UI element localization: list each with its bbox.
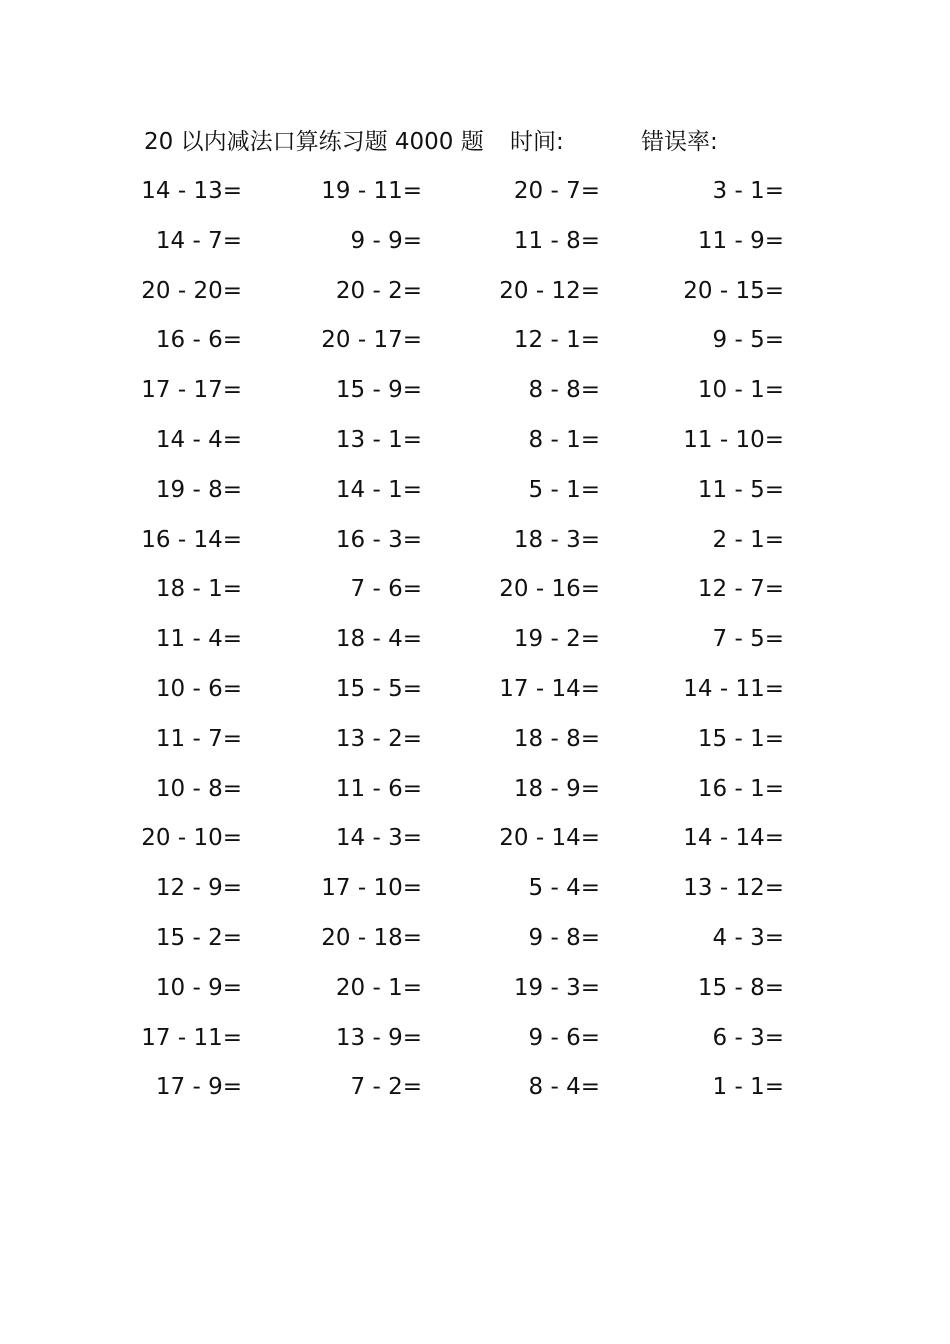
problem-item: 12 - 9= bbox=[155, 875, 242, 902]
problem-row bbox=[0, 871, 950, 921]
problem-item: 15 - 1= bbox=[697, 725, 784, 752]
problem-item: 4 - 3= bbox=[712, 924, 784, 951]
problem-item: 9 - 5= bbox=[712, 327, 784, 354]
problem-item: 16 - 14= bbox=[141, 526, 242, 553]
problem-item: 18 - 9= bbox=[513, 775, 600, 802]
worksheet-header bbox=[144, 126, 844, 158]
problem-item: 13 - 9= bbox=[335, 1024, 422, 1051]
problem-row bbox=[0, 523, 950, 573]
worksheet-title: 20 以内减法口算练习题 4000 题 bbox=[144, 129, 484, 155]
problem-item: 7 - 5= bbox=[712, 626, 784, 653]
problem-row bbox=[0, 921, 950, 971]
problem-row bbox=[0, 373, 950, 423]
problem-row bbox=[0, 174, 950, 224]
problem-item: 16 - 6= bbox=[155, 327, 242, 354]
problem-item: 11 - 9= bbox=[697, 227, 784, 254]
problem-item: 8 - 4= bbox=[528, 1074, 600, 1101]
problem-row bbox=[0, 473, 950, 523]
problem-row bbox=[0, 1021, 950, 1071]
problem-item: 6 - 3= bbox=[712, 1024, 784, 1051]
error-rate-label: 错误率: bbox=[641, 129, 718, 155]
problem-item: 9 - 6= bbox=[528, 1024, 600, 1051]
problem-item: 18 - 1= bbox=[155, 576, 242, 603]
problem-item: 17 - 11= bbox=[141, 1024, 242, 1051]
problem-item: 7 - 2= bbox=[350, 1074, 422, 1101]
problem-row bbox=[0, 971, 950, 1021]
problem-item: 11 - 10= bbox=[683, 426, 784, 453]
problem-item: 11 - 5= bbox=[697, 476, 784, 503]
problem-item: 14 - 14= bbox=[683, 825, 784, 852]
problem-row bbox=[0, 323, 950, 373]
problem-item: 11 - 4= bbox=[155, 626, 242, 653]
problem-item: 20 - 12= bbox=[499, 277, 600, 304]
problem-item: 17 - 14= bbox=[499, 675, 600, 702]
problem-item: 20 - 15= bbox=[683, 277, 784, 304]
problem-item: 15 - 9= bbox=[335, 377, 422, 404]
problem-item: 14 - 1= bbox=[335, 476, 422, 503]
problem-item: 8 - 1= bbox=[528, 426, 600, 453]
problem-row bbox=[0, 1070, 950, 1120]
problem-item: 10 - 6= bbox=[155, 675, 242, 702]
problem-item: 10 - 1= bbox=[697, 377, 784, 404]
problem-item: 16 - 3= bbox=[335, 526, 422, 553]
problem-item: 20 - 10= bbox=[141, 825, 242, 852]
problem-item: 13 - 12= bbox=[683, 875, 784, 902]
problem-item: 3 - 1= bbox=[712, 178, 784, 204]
problem-row bbox=[0, 722, 950, 772]
problem-item: 15 - 2= bbox=[155, 924, 242, 951]
problem-item: 14 - 3= bbox=[335, 825, 422, 852]
problem-item: 15 - 5= bbox=[335, 675, 422, 702]
problem-row bbox=[0, 622, 950, 672]
problem-item: 10 - 8= bbox=[155, 775, 242, 802]
problem-item: 10 - 9= bbox=[155, 974, 242, 1001]
problem-item: 12 - 7= bbox=[697, 576, 784, 603]
problem-item: 14 - 11= bbox=[683, 675, 784, 702]
problem-item: 20 - 2= bbox=[335, 277, 422, 304]
problem-item: 16 - 1= bbox=[697, 775, 784, 802]
problem-item: 1 - 1= bbox=[712, 1074, 784, 1101]
problem-item: 7 - 6= bbox=[350, 576, 422, 603]
problem-item: 12 - 1= bbox=[513, 327, 600, 354]
problem-item: 20 - 1= bbox=[335, 974, 422, 1001]
problem-item: 19 - 11= bbox=[321, 178, 422, 204]
problem-item: 13 - 2= bbox=[335, 725, 422, 752]
problem-item: 18 - 3= bbox=[513, 526, 600, 553]
problem-item: 8 - 8= bbox=[528, 377, 600, 404]
problem-item: 19 - 8= bbox=[155, 476, 242, 503]
problem-item: 9 - 9= bbox=[350, 227, 422, 254]
problem-row bbox=[0, 224, 950, 274]
problem-row bbox=[0, 423, 950, 473]
problem-item: 9 - 8= bbox=[528, 924, 600, 951]
problem-item: 11 - 7= bbox=[155, 725, 242, 752]
problem-row bbox=[0, 572, 950, 622]
time-label: 时间: bbox=[510, 129, 564, 155]
problem-row bbox=[0, 821, 950, 871]
problem-item: 17 - 9= bbox=[155, 1074, 242, 1101]
problem-item: 15 - 8= bbox=[697, 974, 784, 1001]
problem-item: 17 - 17= bbox=[141, 377, 242, 404]
problem-item: 20 - 7= bbox=[513, 178, 600, 204]
problem-item: 13 - 1= bbox=[335, 426, 422, 453]
problem-row bbox=[0, 772, 950, 822]
problem-item: 20 - 17= bbox=[321, 327, 422, 354]
problem-grid bbox=[0, 174, 950, 1120]
problem-row bbox=[0, 672, 950, 722]
problem-item: 18 - 4= bbox=[335, 626, 422, 653]
problem-item: 2 - 1= bbox=[712, 526, 784, 553]
problem-item: 17 - 10= bbox=[321, 875, 422, 902]
problem-item: 5 - 4= bbox=[528, 875, 600, 902]
problem-item: 11 - 6= bbox=[335, 775, 422, 802]
problem-item: 19 - 2= bbox=[513, 626, 600, 653]
problem-item: 20 - 20= bbox=[141, 277, 242, 304]
problem-item: 19 - 3= bbox=[513, 974, 600, 1001]
problem-row bbox=[0, 274, 950, 324]
problem-item: 5 - 1= bbox=[528, 476, 600, 503]
problem-item: 11 - 8= bbox=[513, 227, 600, 254]
problem-item: 20 - 14= bbox=[499, 825, 600, 852]
problem-item: 14 - 4= bbox=[155, 426, 242, 453]
problem-item: 20 - 16= bbox=[499, 576, 600, 603]
problem-item: 14 - 13= bbox=[141, 178, 242, 204]
problem-item: 14 - 7= bbox=[155, 227, 242, 254]
problem-item: 20 - 18= bbox=[321, 924, 422, 951]
problem-item: 18 - 8= bbox=[513, 725, 600, 752]
